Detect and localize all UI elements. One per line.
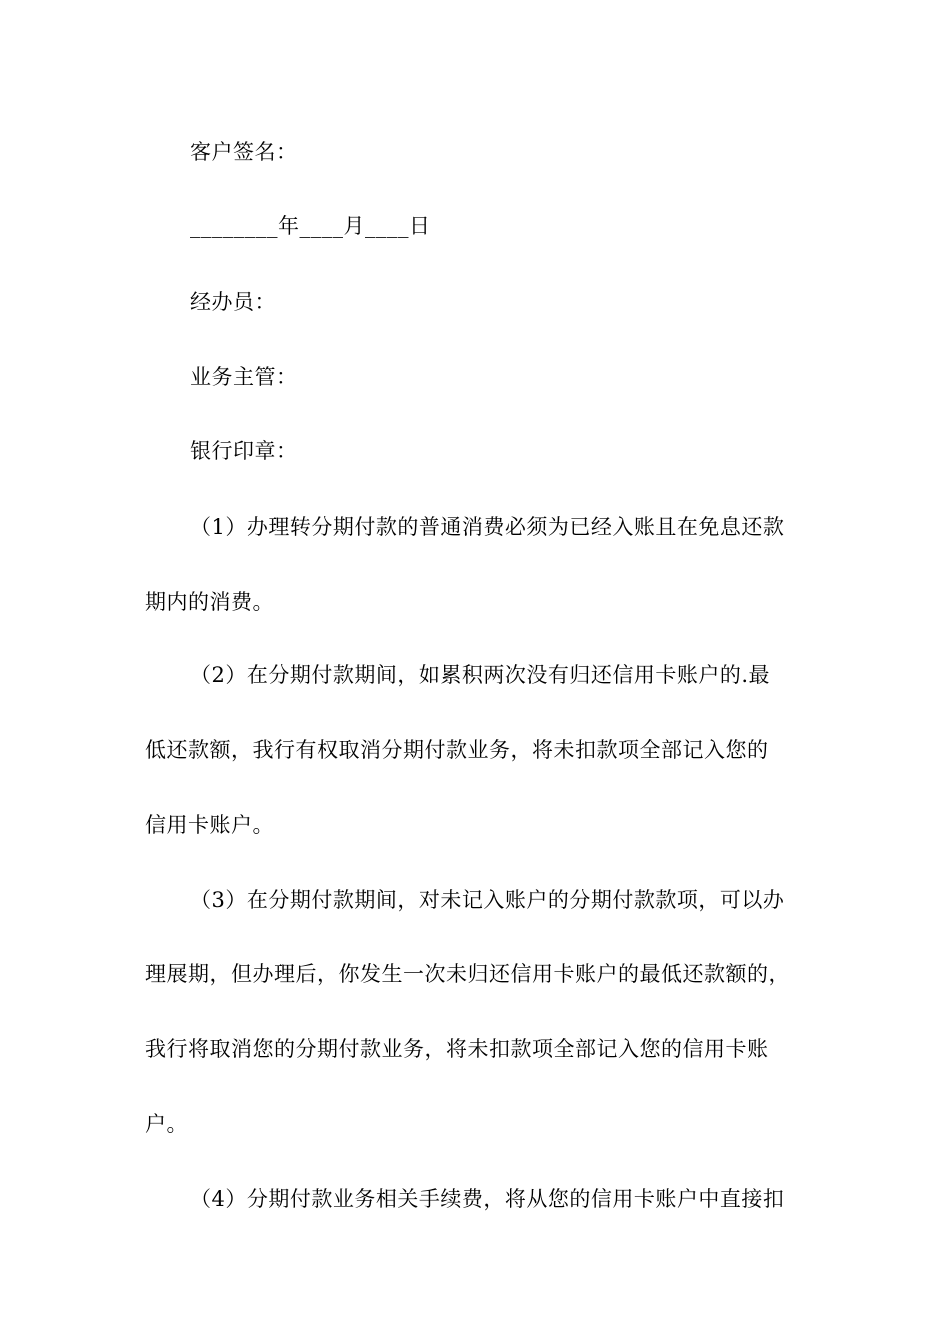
date-day-label: 日 [409, 214, 431, 238]
term-3-line-4: 户。 [145, 1112, 188, 1136]
supervisor-label: 业务主管： [190, 365, 298, 389]
term-2-line-1: （2）在分期付款期间，如累积两次没有归还信用卡账户的.最 [190, 663, 771, 687]
handler-label: 经办员： [190, 290, 276, 314]
term-1-line-2: 期内的消费。 [145, 590, 274, 614]
term-3-line-3: 我行将取消您的分期付款业务，将未扣款项全部记入您的信用卡账 [145, 1037, 769, 1061]
term-2-line-2: 低还款额，我行有权取消分期付款业务，将未扣款项全部记入您的 [145, 738, 769, 762]
term-1-line-1: （1）办理转分期付款的普通消费必须为已经入账且在免息还款 [190, 515, 785, 539]
term-3-line-2: 理展期，但办理后，你发生一次未归还信用卡账户的最低还款额的， [145, 962, 790, 986]
date-year-label: 年 [278, 214, 300, 238]
customer-signature-label: 客户签名： [190, 140, 298, 164]
date-month-label: 月 [343, 214, 365, 238]
term-2-line-3: 信用卡账户。 [145, 813, 274, 837]
term-4-line-1: （4）分期付款业务相关手续费，将从您的信用卡账户中直接扣 [190, 1187, 785, 1211]
term-3-line-1: （3）在分期付款期间，对未记入账户的分期付款款项，可以办 [190, 888, 785, 912]
bank-seal-label: 银行印章： [190, 439, 298, 463]
date-line [190, 212, 431, 240]
date-year-blank: ________ [190, 214, 278, 238]
date-month-blank: ____ [299, 214, 344, 238]
date-day-blank: ____ [365, 214, 409, 238]
